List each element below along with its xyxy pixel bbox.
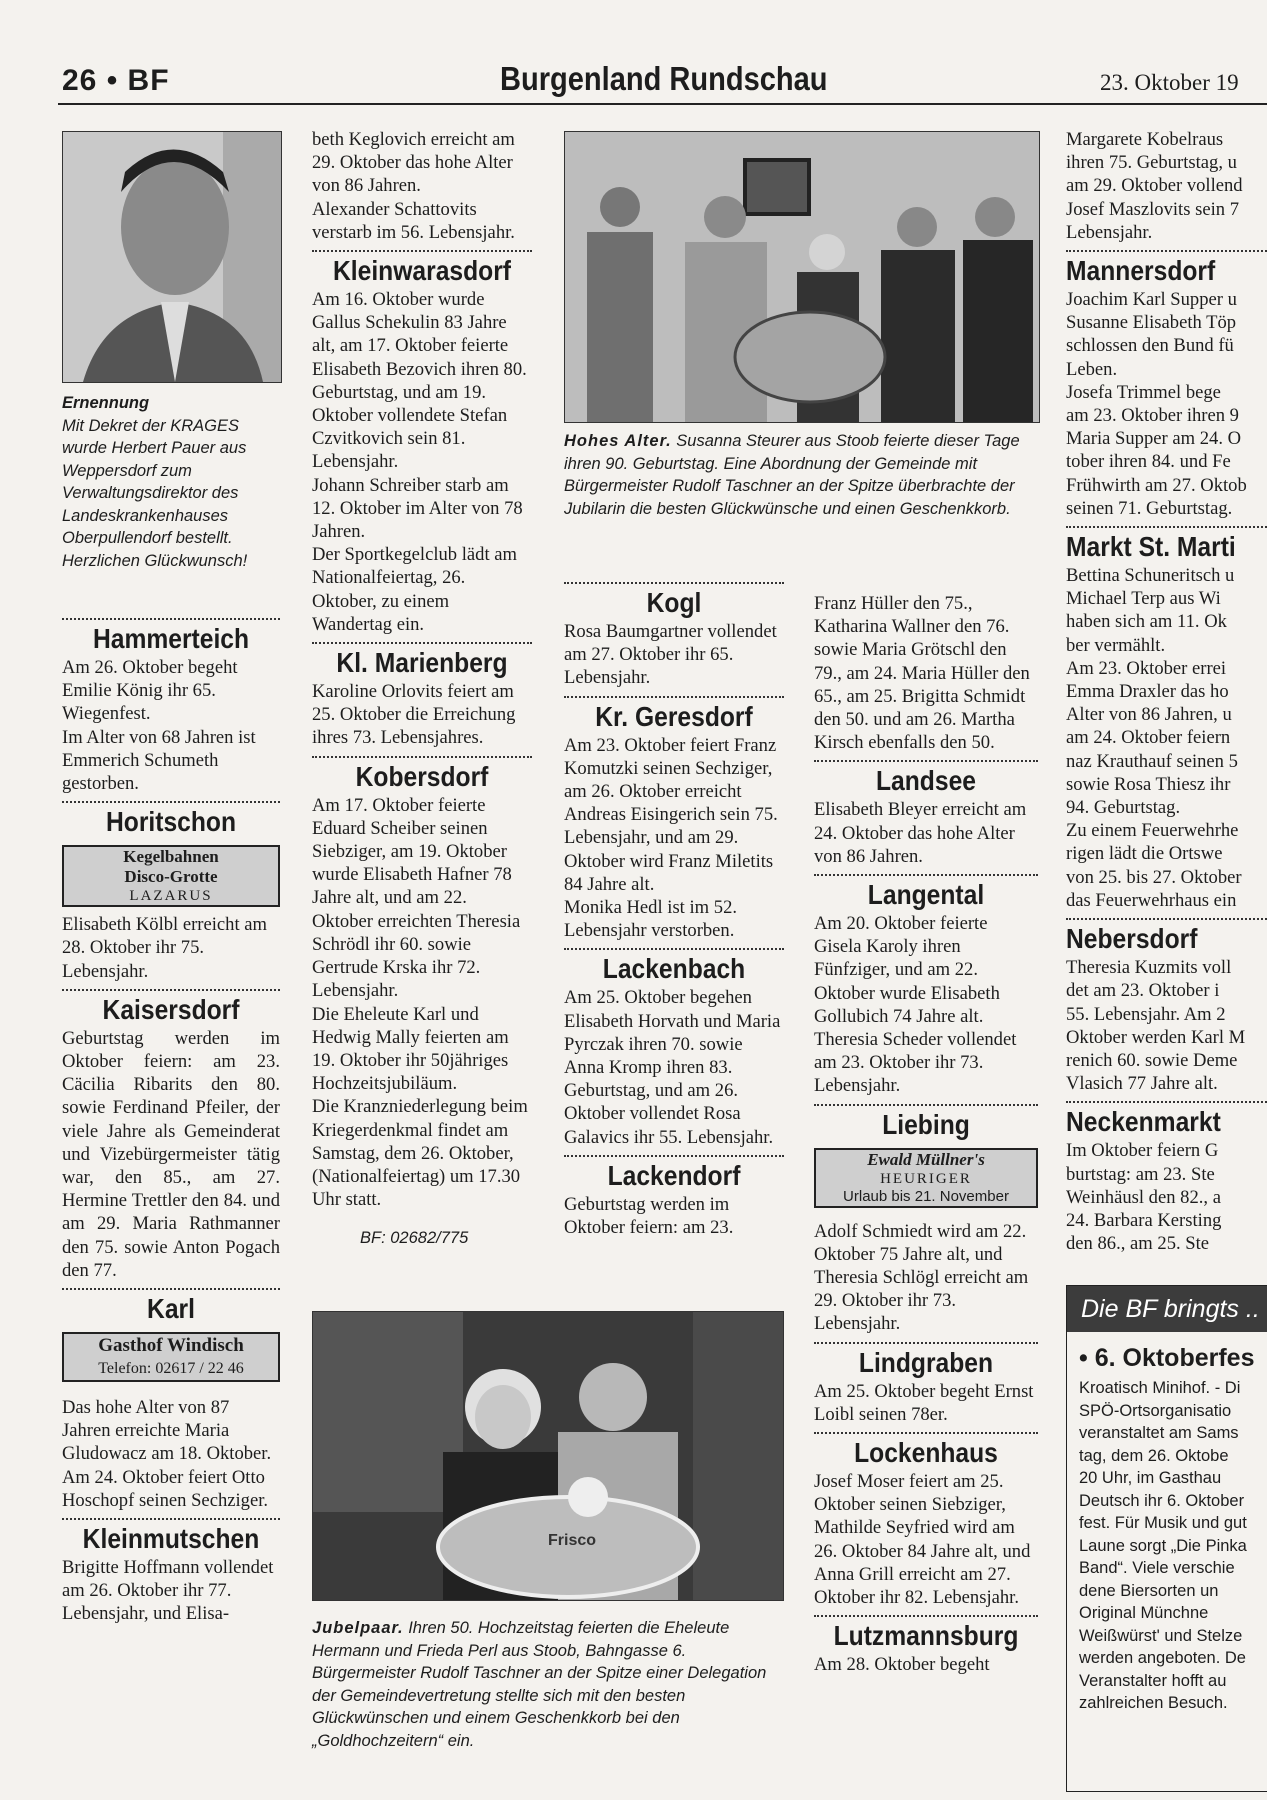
notice-line: am 24. Oktober feiern: [1066, 727, 1231, 749]
section-head: Horitschon: [105, 806, 237, 838]
notice-line: sowie Rosa Thiesz ihr: [1066, 773, 1231, 795]
divider: [62, 801, 280, 803]
notice-line: renich 60. sowie Deme: [1066, 1049, 1238, 1071]
notice-line: naz Krauthauf seinen 5: [1066, 750, 1238, 772]
notice-text: Elisabeth Bleyer erreicht am 24. Oktober das hohe Alter von 86 Jahren.: [814, 799, 1027, 867]
header-rule: [58, 103, 1267, 105]
page-number: 26 • BF: [62, 64, 170, 97]
notice-line: Lebensjahr.: [1066, 221, 1153, 243]
caption-text: Ihren 50. Hochzeitstag feierten die Eheleute Hermann und Frieda Perl aus Stoob, Bahngasse 6. Bürgermeister Rudolf Taschner an der Spitze einer Delegation der Gemeindevertretung stellte sich mit den besten Glückwünschen und einem Geschenkkorb bei den „Goldhochzeitern“ ein.: [312, 1619, 767, 1750]
divider: [1066, 1101, 1267, 1103]
notice-line: Emma Draxler das ho: [1066, 681, 1229, 703]
bf-box-text: Kroatisch Minihof. - Di SPÖ-Ortsorganisatio veranstaltet am Sams tag, dem 26. Oktobe 20 Uhr, im Gasthau Deutsch ihr 6. Oktober fest. Für Musik und gut Laune sorgt „Die Pinka Band“. Viele verschie dene Biersorten un Original Münchne Weißwürst' und Stelze werden angeboten. De Veranstalter hofft au zahlreichen Besuch.: [1079, 1379, 1247, 1712]
column-3: [564, 576, 784, 1302]
notice-line: Zu einem Feuerwehrhe: [1066, 820, 1239, 842]
notice-text: Elisabeth Kölbl erreicht am 28. Oktober ihr 75. Lebensjahr.: [62, 914, 267, 982]
notice-text: Theresia Scheder vollendet am 23. Oktober ihr 73. Lebensjahr.: [814, 1029, 1017, 1097]
notice-text: Johann Schreiber starb am 12. Oktober im Alter von 78 Jahren.: [312, 474, 523, 543]
section-head: Kleinmutschen: [82, 1523, 260, 1555]
caption-title: Hohes Alter.: [564, 432, 672, 450]
divider: [564, 948, 784, 950]
notice-text: Das hohe Alter von 87 Jahren erreichte Maria Gludowacz am 18. Oktober.: [62, 1397, 272, 1465]
notice-line: Bettina Schuneritsch u: [1066, 565, 1235, 587]
notice-line: 55. Lebensjahr. Am 2: [1066, 1003, 1226, 1025]
advert-lazarus: Kegelbahnen Disco-Grotte LAZARUS: [62, 845, 280, 907]
notice-line: Oktober werden Karl M: [1066, 1026, 1246, 1048]
section-head: Landsee: [876, 765, 976, 797]
notice-text: Am 24. Oktober feiert Otto Hoschopf seinen Sechziger.: [62, 1466, 269, 1511]
divider: [564, 1155, 784, 1157]
divider: [62, 989, 280, 991]
divider: [312, 250, 532, 252]
notice-text: Rosa Baumgartner vollendet am 27. Oktober ihr 65. Lebensjahr.: [564, 621, 777, 689]
section-head: Lackenbach: [602, 953, 746, 985]
notice-line: det am 23. Oktober i: [1066, 980, 1220, 1002]
section-head: Nebersdorf: [1066, 923, 1198, 955]
notice-line: 24. Barbara Kersting: [1066, 1209, 1222, 1231]
couple-photo-icon: [313, 1312, 783, 1600]
section-head: Kogl: [646, 587, 702, 618]
section-head: Langental: [867, 879, 985, 911]
column-5: [1066, 128, 1267, 1278]
divider: [62, 1288, 280, 1290]
divider: [1066, 526, 1267, 528]
divider: [62, 1518, 280, 1520]
notice-line: Vlasich 77 Jahre alt.: [1066, 1073, 1218, 1095]
advert-gasthof-windisch: Gasthof Windisch Telefon: 02617 / 22 46: [62, 1332, 280, 1382]
column-4: [814, 592, 1038, 1792]
col5-sections: [1066, 250, 1267, 1255]
notice-text: Monika Hedl ist im 52. Lebensjahr verstorben.: [564, 897, 738, 942]
section-head: Lindgraben: [858, 1346, 994, 1378]
divider: [564, 582, 784, 584]
notice-text: Der Sportkegelclub lädt am Nationalfeiertag, 26. Oktober, zu einem Wandertag ein.: [312, 544, 517, 635]
divider: [312, 642, 532, 644]
notice-text: Am 23. Oktober feiert Franz Komutzki seinen Sechziger, am 26. Oktober erreicht Andreas Eisingerich sein 75. Lebensjahr, und am 29. Oktober wird Franz Miletits 84 Jahre alt.: [564, 734, 778, 895]
portrait-man-icon: [63, 132, 281, 382]
notice-line: burtstag: am 23. Ste: [1066, 1163, 1215, 1185]
notice-line: 94. Geburtstag.: [1066, 797, 1181, 819]
photo-jubelpaar: [312, 1311, 784, 1601]
notice-line: Joachim Karl Supper u: [1066, 289, 1237, 311]
bf-bringts-box: [1066, 1285, 1267, 1792]
section-head: Kaisersdorf: [102, 993, 240, 1025]
notice-text: Die Kranzniederlegung beim Kriegerdenkmal findet am Samstag, dem 26. Oktober,(Nationalfeiertag) um 17.30 Uhr statt.: [312, 1096, 528, 1211]
notice-text: Brigitte Hoffmann vollendet am 26. Oktober ihr 77. Lebensjahr, und Elisa-: [62, 1557, 274, 1625]
notice-text: Geburtstag werden im Oktober feiern: am 23. Cäcilia Ribarits den 80. sowie Ferdinand Pfeiler, der viele Jahre als Gemeinderat und Vizebürgermeister tätig war, den 85., am 27. Hermine Trettler den 84. und am 29. Maria Rathmanner den 75. sowie Anton Pogach den 77.: [62, 1027, 280, 1281]
section-head: Mannersdorf: [1066, 255, 1216, 287]
notice-text: beth Keglovich erreicht am 29. Oktober das hohe Alter von 86 Jahren.: [312, 129, 515, 197]
divider: [814, 1342, 1038, 1344]
notice-line: am 23. Oktober ihren 9: [1066, 405, 1239, 427]
divider: [814, 874, 1038, 876]
notice-line: Am 23. Oktober errei: [1066, 657, 1227, 679]
notice-text: Geburtstag werden im Oktober feiern: am 23.: [564, 1193, 734, 1239]
notice-line: ber vermählt.: [1066, 634, 1166, 656]
divider: [564, 696, 784, 698]
notice-line: Michael Terp aus Wi: [1066, 588, 1221, 610]
divider: [814, 1432, 1038, 1434]
page-header: [0, 0, 1267, 105]
notice-text: Im Alter von 68 Jahren ist Emmerich Schumeth gestorben.: [62, 726, 256, 795]
advert-muellner-heuriger: Ewald Müllner's HEURIGER Urlaub bis 21. November: [814, 1148, 1038, 1208]
notice-text: Alexander Schattovits verstarb im 56. Lebensjahr.: [312, 198, 515, 243]
bf-box-header: Die BF bringts ..: [1067, 1286, 1267, 1332]
caption-title: Jubelpaar.: [312, 1619, 404, 1637]
notice-line: haben sich am 11. Ok: [1066, 611, 1227, 633]
notice-line: Leben.: [1066, 358, 1118, 380]
notice-text: Am 25. Oktober begeht Ernst Loibl seinen 78er.: [814, 1380, 1034, 1425]
divider: [62, 618, 280, 620]
photo-hohes-alter-caption: [564, 430, 1040, 520]
portrait-caption-text: Mit Dekret der KRAGES wurde Herbert Pauer aus Weppersdorf zum Verwaltungsdirektor des Landeskrankenhauses Oberpullendorf bestellt. Herzlichen Glückwunsch!: [62, 416, 248, 570]
notice-text: Franz Hüller den 75., Katharina Wallner den 76. sowie Maria Grötschl den 79., am 24. Maria Hüller den 65., am 25. Brigitta Schmidt den 50. und am 26. Martha Kirsch ebenfalls den 50.: [814, 593, 1030, 754]
notice-line: tober ihren 84. und Fe: [1066, 451, 1231, 473]
notice-line: Weinhäusl den 82., a: [1066, 1186, 1221, 1208]
divider: [1066, 918, 1267, 920]
notice-text: Josef Moser feiert am 25. Oktober seinen Siebziger, Mathilde Seyfried wird am 26. Oktober 84 Jahre alt, und Anna Grill erreicht am 27. Oktober ihr 82. Lebensjahr.: [814, 1471, 1031, 1609]
notice-text: Am 16. Oktober wurde Gallus Schekulin 83 Jahre alt, am 17. Oktober feierte Elisabeth Bezovich ihren 80. Geburtstag, und am 19. Oktober vollendete Stefan Czvitkovich sein 81. Lebensjahr.: [312, 289, 527, 473]
notice-line: schlossen den Bund fü: [1066, 335, 1234, 357]
notice-line: Frühwirth am 27. Oktob: [1066, 474, 1247, 496]
notice-line: rigen lädt die Ortswe: [1066, 843, 1223, 865]
section-head: Liebing: [882, 1108, 970, 1140]
notice-text: Am 25. Oktober begehen Elisabeth Horvath und Maria Pyrczak ihren 70. sowie Anna Kromp ihren 83. Geburtstag, und am 26. Oktober vollendet Rosa Galavics ihr 55. Lebensjahr.: [564, 987, 781, 1148]
divider: [814, 1104, 1038, 1106]
notice-text: Am 26. Oktober begeht Emilie König ihr 65. Wiegenfest.: [62, 657, 238, 725]
section-head: Neckenmarkt: [1066, 1106, 1221, 1138]
group-photo-icon: [565, 132, 1039, 422]
notice-text: Am 20. Oktober feierte Gisela Karoly ihren Fünfziger, und am 22. Oktober wurde Elisabeth Gollubich 74 Jahre alt.: [814, 913, 1000, 1027]
notice-line: Alter von 86 Jahren, u: [1066, 704, 1232, 726]
notice-line: ihren 75. Geburtstag, u: [1066, 152, 1237, 174]
photo-hohes-alter: [564, 131, 1040, 423]
issue-date: 23. Oktober 19: [1100, 70, 1239, 95]
section-head: Markt St. Marti: [1066, 531, 1236, 563]
section-head: Kr. Geresdorf: [595, 700, 753, 732]
notice-line: Maria Supper am 24. O: [1066, 428, 1242, 450]
notice-line: das Feuerwehrhaus ein: [1066, 889, 1237, 911]
section-head: Lackendorf: [607, 1159, 741, 1191]
section-head: Hammerteich: [92, 623, 250, 654]
col5-lead: [1066, 128, 1267, 244]
newspaper-title: Burgenland Rundschau: [500, 60, 828, 97]
divider: [814, 1615, 1038, 1617]
notice-line: Susanne Elisabeth Töp: [1066, 312, 1237, 334]
photo-package-label: Frisco: [548, 1532, 597, 1549]
bf-box-title: • 6. Oktoberfes: [1079, 1344, 1255, 1372]
section-head: Lutzmannsburg: [833, 1620, 1019, 1652]
portrait-photo: [62, 131, 282, 383]
notice-line: Josefa Trimmel bege: [1066, 381, 1221, 403]
divider: [312, 756, 532, 758]
notice-line: Theresia Kuzmits voll: [1066, 957, 1232, 979]
divider: [1066, 250, 1267, 252]
column-1: [62, 612, 280, 1792]
photo-jubelpaar-caption: [312, 1617, 788, 1752]
notice-text: Adolf Schmiedt wird am 22. Oktober 75 Jahre alt, und Theresia Schlögl erreicht am 29. Oktober ihr 73. Lebensjahr.: [814, 1220, 1029, 1335]
notice-line: Josef Maszlovits sein 7: [1066, 198, 1240, 220]
column-2: [312, 128, 532, 1308]
notice-line: Im Oktober feiern G: [1066, 1140, 1219, 1162]
portrait-caption: [62, 392, 282, 572]
section-head: Kleinwarasdorf: [332, 255, 512, 287]
notice-text: Die Eheleute Karl und Hedwig Mally feierten am 19. Oktober ihr 50jähriges Hochzeitsjubiläum.: [312, 1003, 509, 1095]
section-head: Karl: [147, 1293, 195, 1325]
notice-text: Am 17. Oktober feierte Eduard Scheiber seinen Siebziger, am 19. Oktober wurde Elisabeth Hafner 78 Jahre alt, und am 22. Oktober erreichten Theresia Schrödl ihr 60. sowie Gertrude Krska ihr 72. Lebensjahr.: [312, 794, 521, 1002]
notice-text: Karoline Orlovits feiert am 25. Oktober die Erreichung ihres 73. Lebensjahres.: [312, 681, 516, 749]
notice-line: seinen 71. Geburtstag.: [1066, 497, 1233, 519]
notice-line: von 25. bis 27. Oktober: [1066, 866, 1242, 888]
notice-line: Margarete Kobelraus: [1066, 129, 1224, 150]
notice-line: den 86., am 25. Ste: [1066, 1233, 1210, 1255]
divider: [814, 760, 1038, 762]
notice-text: Am 28. Oktober begeht: [814, 1654, 990, 1676]
caption-text: Susanna Steurer aus Stoob feierte dieser Tage ihren 90. Geburtstag. Eine Abordnung der Gemeinde mit Bürgermeister Rudolf Taschner an der Spitze überbrachte der Jubilarin die besten Glückwünsche und einen Geschenkkorb.: [564, 432, 1020, 518]
section-head: Kobersdorf: [355, 760, 489, 792]
portrait-caption-title: Ernennung: [62, 394, 150, 412]
notice-line: am 29. Oktober vollend: [1066, 175, 1243, 197]
phone-note: BF: 02682/775: [360, 1229, 469, 1248]
section-head: Lockenhaus: [854, 1437, 998, 1469]
section-head: Kl. Marienberg: [336, 647, 508, 679]
